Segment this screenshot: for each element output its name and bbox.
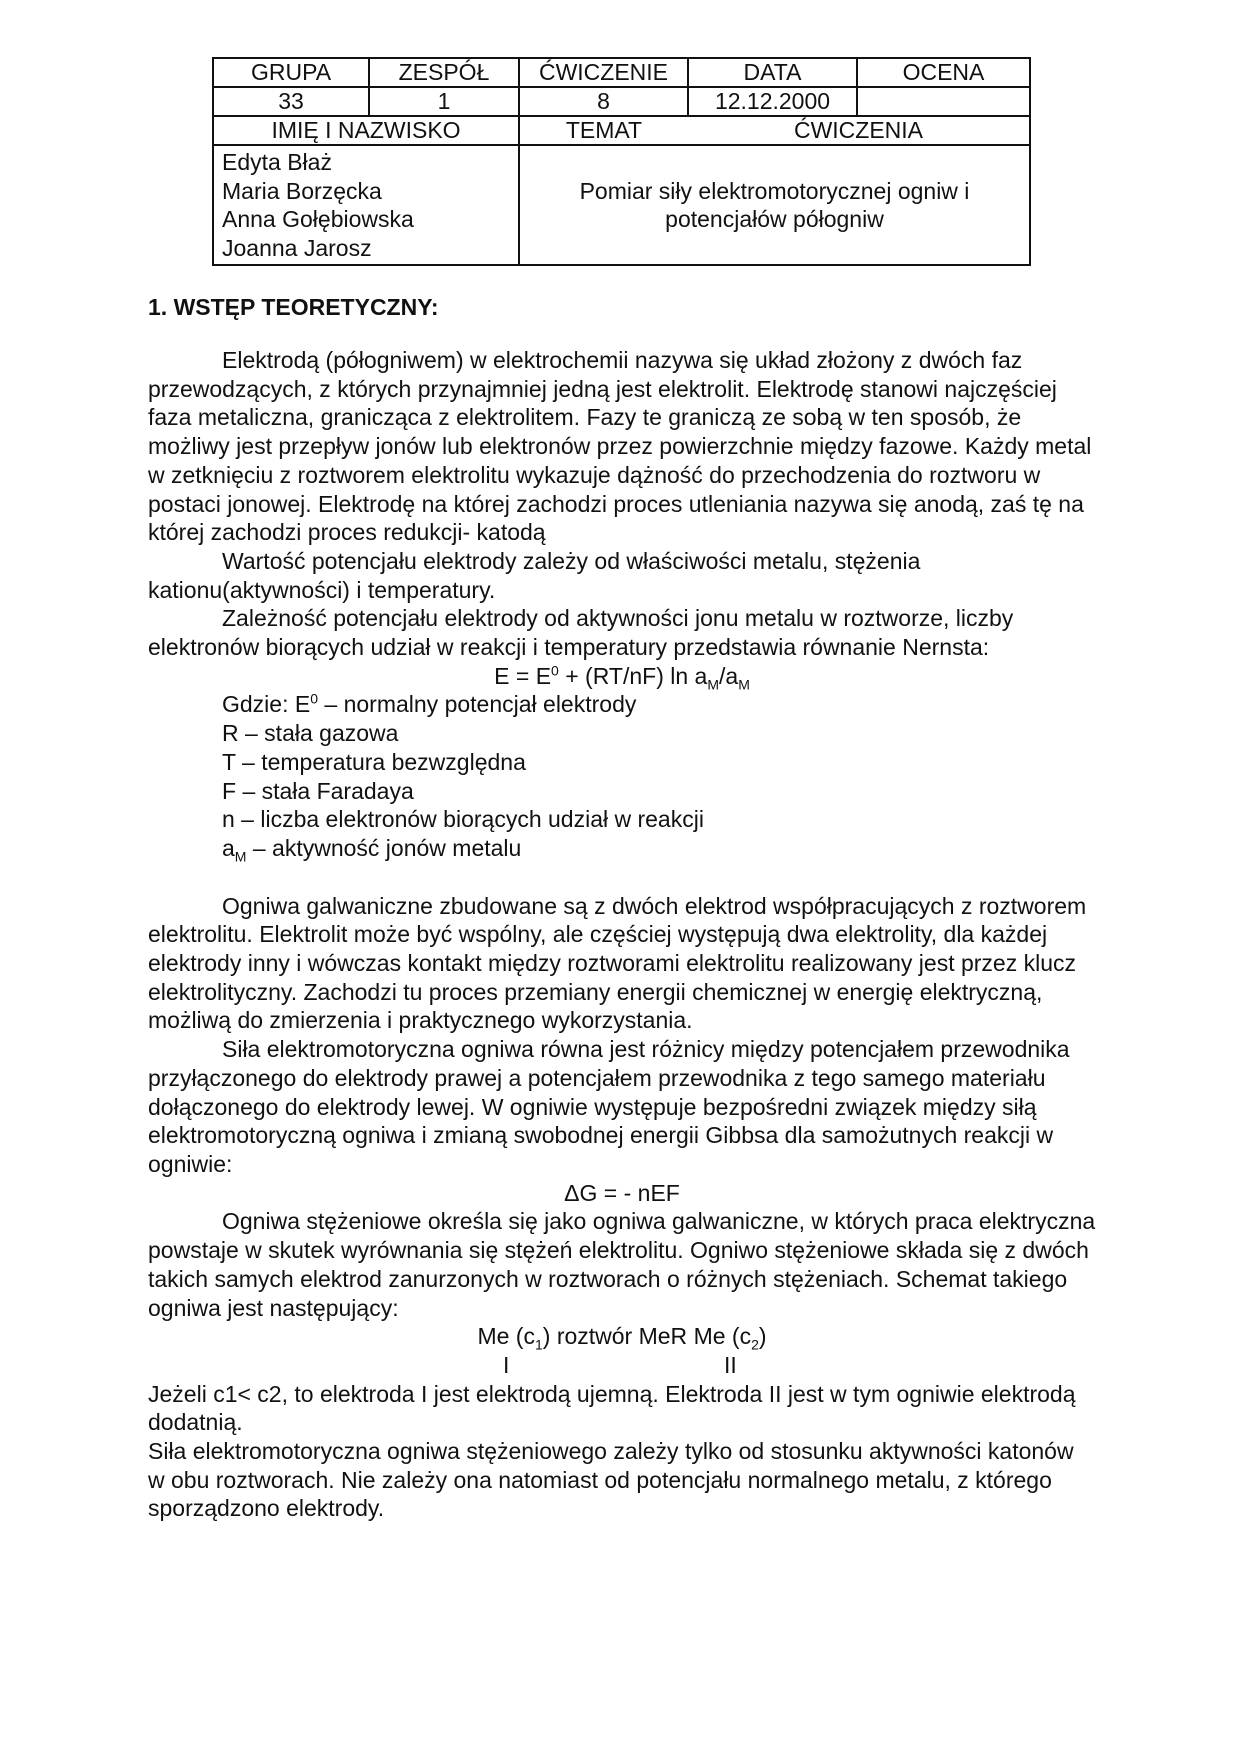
section-title: 1. WSTĘP TEORETYCZNY:	[148, 294, 439, 320]
spacer	[148, 863, 1096, 892]
topic-line-2: potencjałów półogniw	[665, 206, 884, 232]
col-cwiczenie-label: ĆWICZENIE	[519, 58, 688, 87]
ocena-value	[857, 87, 1030, 116]
definition-t: T – temperatura bezwzględna	[222, 748, 526, 775]
col-data-label: DATA	[688, 58, 857, 87]
zespol-value: 1	[369, 87, 519, 116]
definition-r: R – stała gazowa	[222, 720, 399, 747]
definition-f: F – stała Faradaya	[222, 777, 414, 804]
header-row-values	[213, 87, 1030, 116]
col-ocena-label: OCENA	[857, 58, 1030, 87]
grupa-value: 33	[213, 87, 369, 116]
nernst-equation: $E = E^0 + (RT/nF)$ $\ln a_M/a_M$	[494, 662, 750, 693]
topic-cell	[519, 145, 1030, 265]
cell-scheme: Me $(c_1)$ roztwór MeR Me $(c_2)$	[477, 1323, 767, 1353]
electrode-label-i: I	[503, 1351, 510, 1378]
header-table	[212, 57, 1031, 266]
paragraph-emf: Siła elektromotoryczna ogniwa równa jest różnicy między potencjałem przewodnika przyłączonego do elektrody prawej a potencjałem przewodnika z tego samego materiału dołączonego do elektrody lewej. W ogniwie występuje bezpośredni związek między siłą elektromotoryczną ogniwa i zmianą swobodnej energii Gibbsa dla samożutnych reakcji w ogniwie:	[148, 1036, 1070, 1177]
paragraph-concentration-emf: Siła elektromotoryczna ogniwa stężeniowego zależy tylko od stosunku aktywności katonów w obu roztworach. Nie zależy ona natomiast od potencjału normalnego metalu, z którego sporządzono elektrody.	[148, 1438, 1074, 1522]
cwiczenia-label: ĆWICZENIA	[688, 116, 1030, 145]
name-3: Anna Gołębiowska	[222, 206, 414, 232]
definition-n: n – liczba elektronów biorących udział w reakcji	[222, 806, 704, 833]
temat-label: TEMAT	[519, 116, 688, 145]
data-value: 12.12.2000	[688, 87, 857, 116]
paragraph-galvanic-cells: Ogniwa galwaniczne zbudowane są z dwóch elektrod współpracujących z roztworem elektrolitu. Elektrolit może być wspólny, ale częściej występują dwa elektrolity, dla każdej elektrody inny i wówczas kontakt między roztworami elektrolitu realizowany jest przez klucz elektrolityczny. Zachodzi tu proces przemiany energii chemicznej w energię elektryczną, możliwą do zmierzenia i praktycznego wykorzystania.	[148, 892, 1087, 1034]
electrode-labels	[148, 1351, 1096, 1380]
cwiczenie-value: 8	[519, 87, 688, 116]
paragraph-nernst-intro: Zależność potencjału elektrody od aktywności jonu metalu w roztworze, liczby elektronów biorących udział w reakcji i temperatury przedstawia równanie Nernsta:	[148, 605, 1014, 661]
electrode-label-ii: II	[724, 1351, 737, 1378]
header-row-section-labels	[213, 116, 1030, 145]
header-row-labels	[213, 58, 1030, 87]
header-row-content	[213, 145, 1030, 265]
paragraph-electrode: Elektrodą (półogniwem) w elektrochemii nazywa się układ złożony z dwóch faz przewodzących, z których przynajmniej jedną jest elektrolit. Elektrodę stanowi najczęściej faza metaliczna, granicząca z elektrolitem. Fazy te graniczą ze sobą w ten sposób, że możliwy jest przepływ jonów lub elektronów przez powierzchnie między fazowe. Każdy metal w zetknięciu z roztworem elektrolitu wykazuje dążność do przechodzenia do roztworu w postaci jonowej. Elektrodę na której zachodzi proces utleniania nazywa się anodą, zaś tę na której zachodzi proces redukcji- katodą	[148, 347, 1092, 546]
name-4: Joanna Jarosz	[222, 234, 372, 261]
gibbs-equation: ΔG = - nEF	[564, 1179, 680, 1206]
topic-line-1: Pomiar siły elektromotorycznej ogniw i	[579, 177, 970, 204]
name-2: Maria Borzęcka	[222, 177, 382, 204]
paragraph-concentration-cells: Ogniwa stężeniowe określa się jako ogniwa galwaniczne, w których praca elektryczna powstaje w skutek wyrównania się stężeń elektrolitu. Ogniwo stężeniowe składa się z dwóch takich samych elektrod zanurzonych w roztworach o różnych stężeniach. Schemat takiego ogniwa jest następujący:	[148, 1208, 1096, 1321]
names-label: IMIĘ I NAZWISKO	[213, 116, 519, 145]
col-grupa-label: GRUPA	[213, 58, 369, 87]
definition-am: $a_M$ – aktywność jonów metalu	[222, 834, 522, 865]
name-1: Edyta Błaż	[222, 149, 332, 175]
definition-e0: Gdzie: $E^0$ – normalny potencjał elektrody	[222, 690, 637, 718]
names-cell	[213, 145, 519, 265]
col-zespol-label: ZESPÓŁ	[369, 58, 519, 87]
paragraph-potential: Wartość potencjału elektrody zależy od właściwości metalu, stężenia kationu(aktywności) i temperatury.	[148, 547, 921, 603]
paragraph-electrode-sign: Jeżeli c1< c2, to elektroda I jest elektrodą ujemną. Elektroda II jest w tym ogniwie elektrodą dodatnią.	[148, 1380, 1076, 1436]
body-text	[148, 346, 1096, 1523]
